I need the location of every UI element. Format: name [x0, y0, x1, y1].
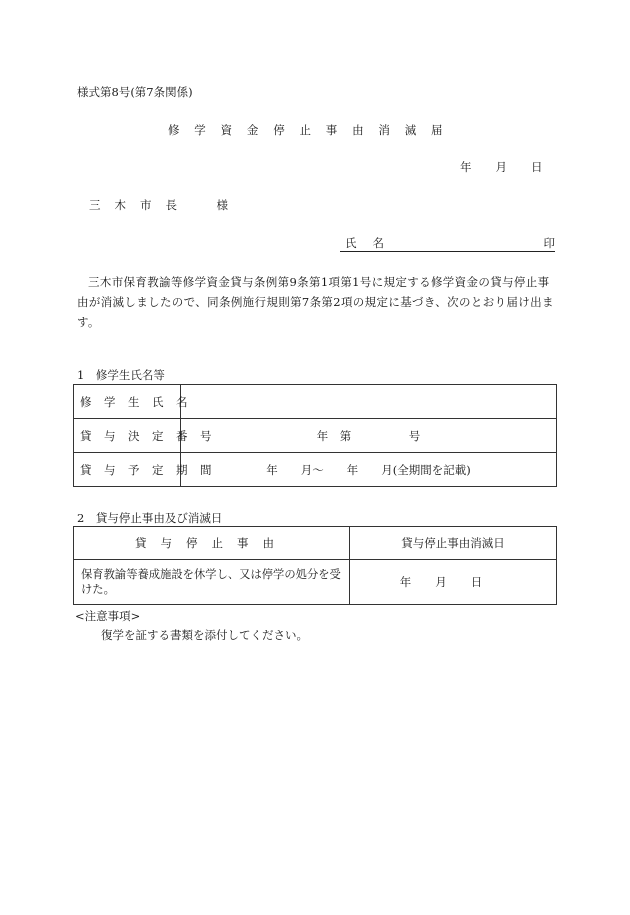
reason-header: 貸与停止事由: [74, 527, 350, 560]
table-row: [74, 453, 557, 487]
decision-number-label: 貸与決定番号: [74, 419, 181, 453]
table-row: [74, 560, 557, 605]
addressee: 三木市長 様: [89, 198, 242, 212]
table-row: [74, 385, 557, 419]
form-number: 様式第8号(第7条関係): [77, 85, 193, 99]
end-date-header: 貸与停止事由消滅日: [350, 527, 557, 560]
applicant-name-line[interactable]: [340, 235, 555, 252]
suspension-reason: 保育教諭等養成施設を休学し、又は停学の処分を受けた。: [74, 560, 350, 605]
table-row: [74, 419, 557, 453]
loan-period-field[interactable]: 年 月〜 年 月(全期間を記載): [181, 453, 557, 487]
suspension-table: [73, 526, 557, 605]
document-title: 修学資金停止事由消滅届: [168, 123, 458, 137]
end-date-field[interactable]: 年月日: [350, 560, 557, 605]
student-name-field[interactable]: [181, 385, 557, 419]
section2-title: 2 貸与停止事由及び消滅日: [77, 511, 223, 525]
student-info-table: [73, 384, 557, 487]
table-header-row: [74, 527, 557, 560]
notes-body: 復学を証する書類を添付してください。: [101, 628, 308, 642]
body-text: 三木市保育教諭等修学資金貸与条例第9条第1項第1号に規定する修学資金の貸与停止事由が消滅しましたので、同条例施行規則第7条第2項の規定に基づき、次のとおり届け出ます。: [77, 275, 554, 329]
decision-number-field[interactable]: 年 第 号: [181, 419, 557, 453]
student-name-label: 修学生氏名: [74, 385, 181, 419]
section1-title: 1 修学生氏名等: [77, 368, 165, 382]
date-line: 年月日: [460, 160, 567, 174]
name-label: 氏名: [345, 236, 400, 250]
seal-label: 印: [543, 236, 555, 250]
notes-title: <注意事項>: [75, 609, 141, 623]
loan-period-label: 貸与予定期間: [74, 453, 181, 487]
